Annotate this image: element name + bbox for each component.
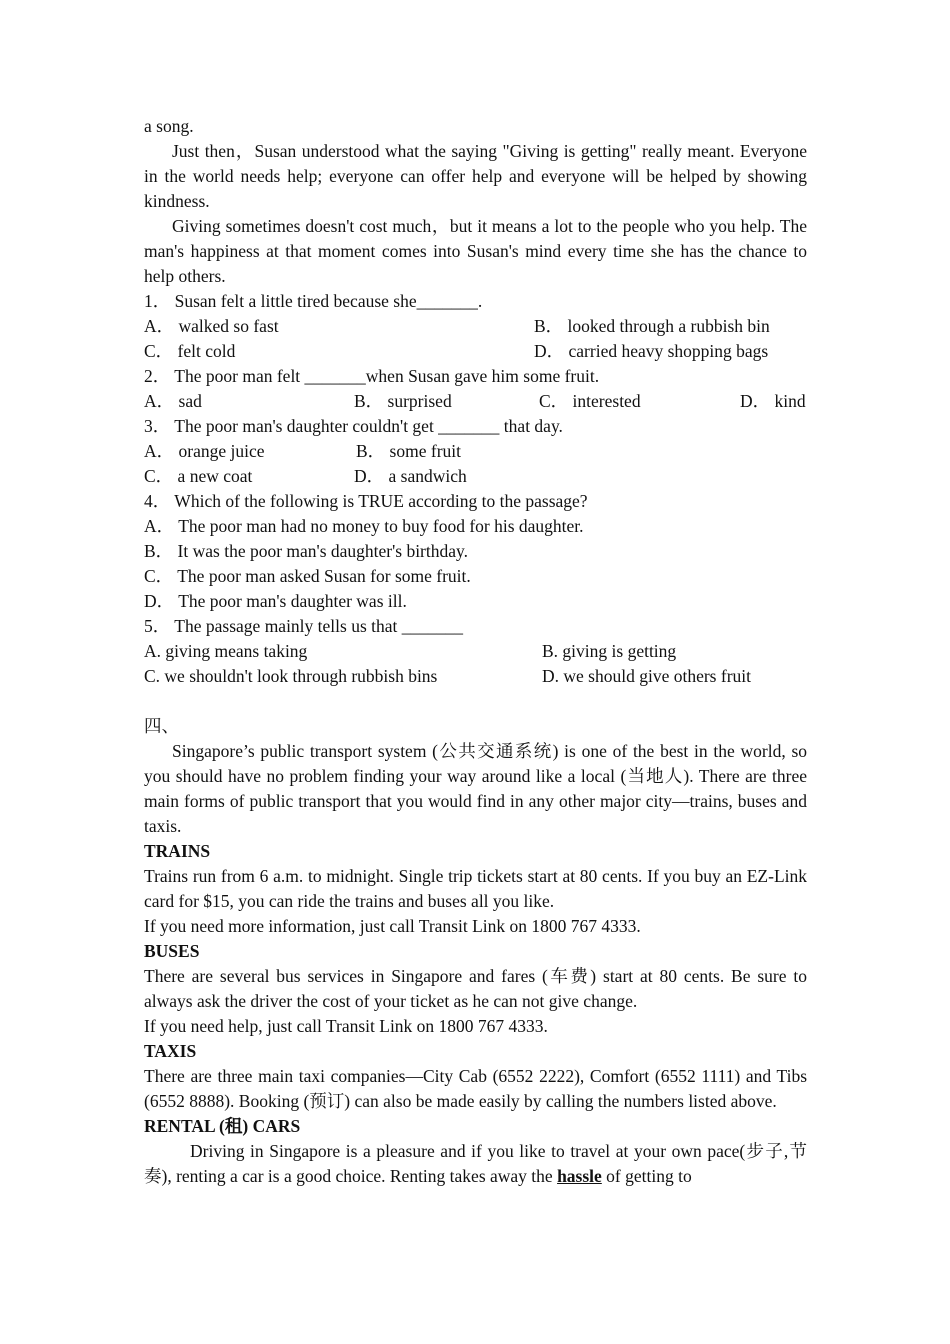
question-4: 4． Which of the following is TRUE according to the passage?: [144, 491, 588, 511]
buses-paragraph-1: There are several bus services in Singapore and fares (车费) start at 80 cents. Be sure to always ask the driver the cost of your ticket as he can not give change.: [144, 966, 807, 1011]
document-content: [144, 114, 807, 1189]
option-d: D． carried heavy shopping bags: [534, 341, 769, 361]
question-3: 3． The poor man's daughter couldn't get _______ that day.: [144, 416, 563, 436]
taxis-paragraph: There are three main taxi companies—City Cab (6552 2222), Comfort (6552 1111) and Tibs (6552 8888). Booking (预订) can also be made easily by calling the numbers listed above.: [144, 1066, 807, 1111]
option-c: C． felt cold: [144, 341, 236, 361]
question-2: 2． The poor man felt _______when Susan gave him some fruit.: [144, 366, 600, 386]
option-d: D. we should give others fruit: [542, 666, 751, 686]
trains-paragraph-1: Trains run from 6 a.m. to midnight. Single trip tickets start at 80 cents. If you buy an EZ-Link card for $15, you can ride the trains and buses all you like.: [144, 866, 807, 911]
question-1-options-row-2: [144, 339, 807, 364]
rental-text-before: Driving in Singapore is a pleasure and if you like to travel at your own pace(步子,节奏), renting a car is a good choice. Renting takes away the: [144, 1141, 807, 1186]
option-b: B. giving is getting: [542, 641, 677, 661]
option-a: A． orange juice: [144, 441, 265, 461]
heading-taxis: TAXIS: [144, 1041, 197, 1061]
option-c: C. we shouldn't look through rubbish bins: [144, 666, 438, 686]
option-b: B． surprised: [354, 391, 452, 411]
option-c: C． a new coat: [144, 466, 253, 486]
passage-3-paragraph-1: Just then，Susan understood what the saying "Giving is getting" really meant. Everyone in the world needs help; everyone can offer help and everyone will be helped by showing kindness.: [144, 141, 807, 211]
trains-paragraph-2: If you need more information, just call Transit Link on 1800 767 4333.: [144, 916, 641, 936]
question-2-options-row: [144, 389, 807, 414]
rental-text-after: of getting to: [601, 1166, 692, 1186]
question-1: 1． Susan felt a little tired because she_______.: [144, 291, 483, 311]
buses-paragraph-2: If you need help, just call Transit Link on 1800 767 4333.: [144, 1016, 548, 1036]
option-b: B． some fruit: [356, 441, 461, 461]
spacer: [144, 689, 807, 714]
question-1-options-row-1: [144, 314, 807, 339]
option-a: A． The poor man had no money to buy food for his daughter.: [144, 516, 584, 536]
option-c: C． interested: [539, 391, 641, 411]
question-3-options-row-1: [144, 439, 807, 464]
question-5-options-row-1: [144, 639, 807, 664]
heading-trains: TRAINS: [144, 841, 211, 861]
underlined-word-hassle: hassle: [557, 1166, 602, 1186]
option-b: B． looked through a rubbish bin: [534, 316, 770, 336]
question-3-options-row-2: [144, 464, 807, 489]
heading-rental-cars: RENTAL (租) CARS: [144, 1116, 301, 1136]
passage-3-tail: a song.: [144, 116, 194, 136]
option-b: B． It was the poor man's daughter's birthday.: [144, 541, 468, 561]
passage-4-intro: Singapore’s public transport system (公共交通系统) is one of the best in the world, so you should have no problem finding your way around like a local (当地人). There are three main forms of public transport that you would find in any other major city—trains, buses and taxis.: [144, 741, 807, 836]
heading-buses: BUSES: [144, 941, 200, 961]
option-d: D． kind: [740, 391, 806, 411]
option-a: A． sad: [144, 391, 202, 411]
question-5-options-row-2: [144, 664, 807, 689]
option-d: D． a sandwich: [354, 466, 467, 486]
option-a: A. giving means taking: [144, 641, 308, 661]
option-a: A． walked so fast: [144, 316, 279, 336]
question-5: 5． The passage mainly tells us that _______: [144, 616, 464, 636]
option-c: C． The poor man asked Susan for some fruit.: [144, 566, 471, 586]
rental-paragraph: [144, 1139, 807, 1189]
section-number: 四、: [144, 716, 179, 736]
passage-3-paragraph-2: Giving sometimes doesn't cost much，but it means a lot to the people who you help. The man's happiness at that moment comes into Susan's mind every time she has the chance to help others.: [144, 216, 807, 286]
option-d: D． The poor man's daughter was ill.: [144, 591, 407, 611]
